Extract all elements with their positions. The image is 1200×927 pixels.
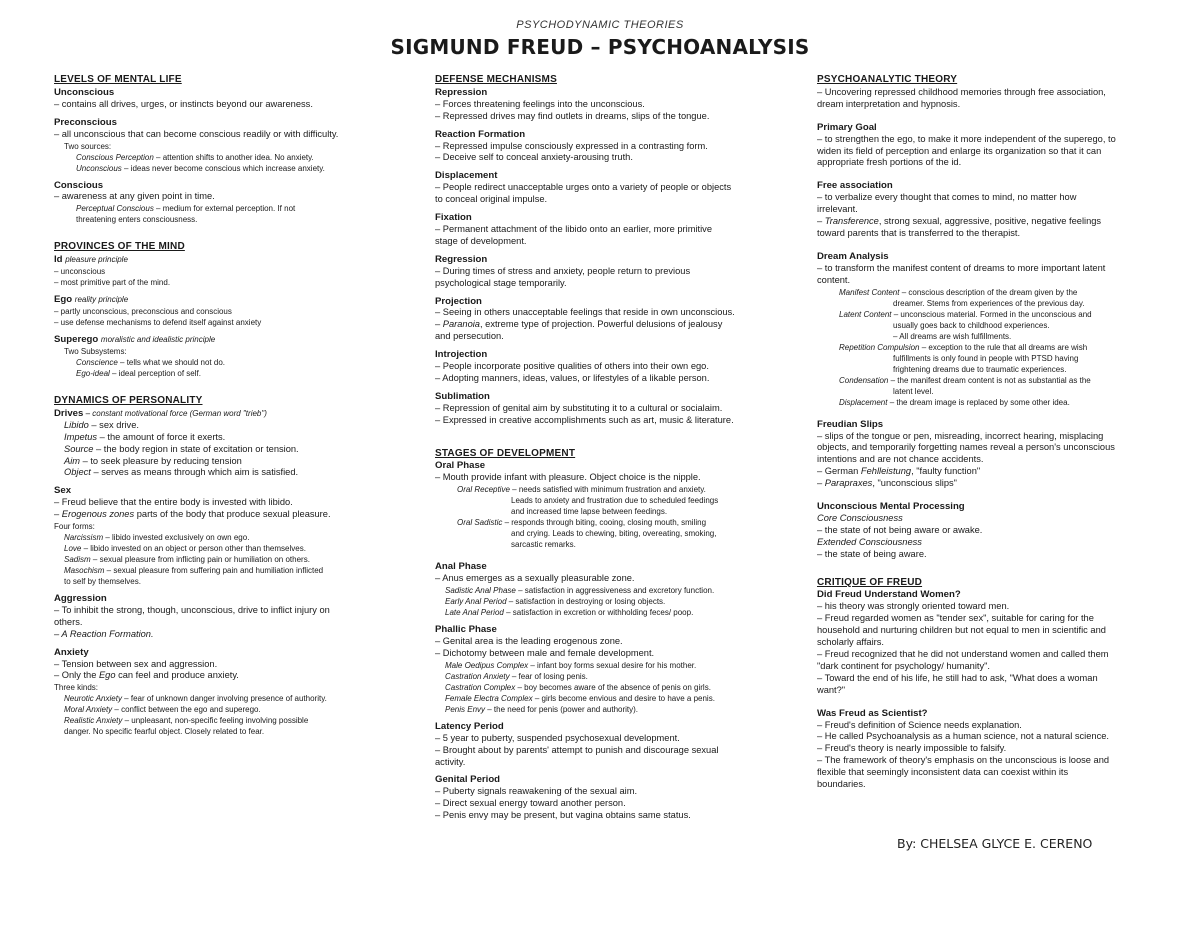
- introjection-line: – Adopting manners, ideas, values, or lifestyles of a likable person.: [435, 372, 710, 383]
- c: , strong sexual, aggressive, positive, negative feelings: [878, 216, 1102, 227]
- critique-line: – Freud regarded women as "tender sex", suitable for caring for the: [817, 613, 1094, 624]
- preconscious-desc: – all unconscious that can become conscious readily or with difficulty.: [54, 128, 339, 139]
- extended-consciousness: Extended Consciousness: [817, 536, 922, 547]
- anal-item: [435, 596, 770, 607]
- goal-line: – to strengthen the ego, to make it more independent of the superego, to: [817, 133, 1116, 144]
- latency-line: – 5 year to puberty, suspended psychosexual development.: [435, 732, 680, 743]
- drive-item: [54, 444, 389, 456]
- term-displacement: Displacement: [435, 170, 498, 182]
- dream-item: [817, 397, 1137, 408]
- term: Paranoia: [442, 319, 480, 330]
- term-freudian-slips: Freudian Slips: [817, 418, 884, 430]
- critique-line: – Freud's definition of Science needs explanation.: [817, 719, 1022, 730]
- b: Fehlleistung: [860, 466, 912, 477]
- free-line: [817, 216, 1137, 228]
- introjection-line: – People incorporate positive qualities of others into their own ego.: [435, 361, 709, 372]
- drive-item: [54, 420, 389, 432]
- desc: – the manifest dream content is not as substantial as the: [888, 375, 1091, 385]
- desc: – sex drive.: [88, 419, 139, 430]
- term: Aim: [64, 455, 81, 466]
- term: Conscience: [76, 357, 118, 367]
- desc: – libido invested exclusively on own ego.: [103, 533, 250, 543]
- section-heading-critique: CRITIQUE OF FREUD: [817, 576, 923, 588]
- extended-line: – the state of being aware.: [817, 548, 927, 559]
- superego-item: [54, 357, 389, 368]
- section-heading-defense: DEFENSE MECHANISMS: [435, 74, 557, 85]
- a: –: [817, 216, 825, 227]
- dream-item-cont: latent level.: [893, 386, 934, 396]
- kinds-label: Three kinds:: [54, 683, 99, 693]
- projection-line: – Paranoia, extreme type of projection. Powerful delusions of jealousy: [435, 319, 723, 330]
- dream-line: content.: [817, 274, 851, 285]
- form-item: [54, 543, 389, 554]
- core-consciousness: Core Consciousness: [817, 512, 903, 523]
- term-regression: Regression: [435, 253, 488, 265]
- term: Source: [64, 443, 94, 454]
- id-line: – unconscious: [54, 267, 106, 277]
- column-left: [54, 74, 389, 737]
- form-item-cont: to self by themselves.: [64, 577, 141, 587]
- term: Female Electra Complex: [445, 693, 533, 703]
- term-free-association: Free association: [817, 180, 893, 192]
- phallic-item: [435, 671, 770, 682]
- column-right: [817, 74, 1137, 791]
- anal-item: [435, 607, 770, 618]
- desc: – tells what we should not do.: [117, 357, 225, 367]
- term: Realistic Anxiety: [64, 716, 123, 726]
- term: Castration Complex: [445, 682, 516, 692]
- anxiety-line: – Tension between sex and aggression.: [54, 658, 218, 669]
- source-item: [54, 163, 389, 174]
- forms-label: Four forms:: [54, 522, 95, 532]
- aggression-line: – A Reaction Formation.: [54, 628, 154, 639]
- term-oral-phase: Oral Phase: [435, 460, 486, 472]
- superego-sub: Two Subsystems:: [64, 346, 127, 356]
- question-scientist: Was Freud as Scientist?: [817, 707, 928, 719]
- projection-line: and persecution.: [435, 331, 504, 342]
- term-superego: [54, 334, 389, 346]
- critique-line: – The framework of theory's emphasis on the unconscious is loose and: [817, 755, 1110, 766]
- conscious-desc: – awareness at any given point in time.: [54, 191, 215, 202]
- term: Libido: [64, 419, 89, 430]
- desc: – ideas never become conscious which increase anxiety.: [121, 163, 325, 173]
- drive-item: [54, 456, 389, 468]
- term: Unconscious: [76, 163, 122, 173]
- desc: – satisfaction in destroying or losing objects.: [506, 597, 666, 607]
- dream-item: [817, 309, 1137, 320]
- term-phallic-phase: Phallic Phase: [435, 624, 497, 636]
- term: Penis Envy: [445, 704, 486, 714]
- form-item: [54, 532, 389, 543]
- goal-line: appropriate fresh portions of the id.: [817, 157, 962, 168]
- dream-item-cont: – All dreams are wish fulfillments.: [893, 331, 1012, 341]
- fixation-line: stage of development.: [435, 235, 527, 246]
- anal-line: – Anus emerges as a sexually pleasurable zone.: [435, 573, 635, 584]
- term-anxiety: Anxiety: [54, 646, 89, 658]
- oral-item: [435, 484, 770, 495]
- term: Love: [64, 544, 82, 554]
- page-supertitle: PSYCHODYNAMIC THEORIES: [516, 19, 684, 31]
- b: Ego: [98, 670, 116, 681]
- kind-item: [54, 704, 389, 715]
- anal-item: [435, 585, 770, 596]
- slips-line: – slips of the tongue or pen, misreading, incorrect hearing, misplacing: [817, 430, 1104, 441]
- c: can feel and produce anxiety.: [115, 670, 239, 681]
- regression-line: psychological stage temporarily.: [435, 277, 567, 288]
- desc: – conscious description of the dream given by the: [899, 287, 1078, 297]
- superego-principle: moralistic and idealistic principle: [100, 335, 216, 345]
- source-item: [54, 152, 389, 163]
- b: Transference: [824, 216, 879, 227]
- dream-item-cont: usually goes back to childhood experiences.: [893, 320, 1050, 330]
- critique-line: – Freud recognized that he did not understand women and called them: [817, 649, 1109, 659]
- term-projection: Projection: [435, 295, 482, 307]
- desc: – infant boy forms sexual desire for his mother.: [528, 660, 697, 670]
- repression-line: – Forces threatening feelings into the unconscious.: [435, 98, 645, 109]
- form-item: [54, 554, 389, 565]
- critique-line: – Toward the end of his life, he still had to ask, "What does a woman: [817, 672, 1098, 683]
- term: Moral Anxiety: [64, 705, 113, 715]
- free-line: toward parents that is transferred to the therapist.: [817, 227, 1021, 238]
- desc: – to seek pleasure by reducing tension: [80, 455, 242, 466]
- term: Ego-ideal: [76, 368, 110, 378]
- term: Neurotic Anxiety: [64, 694, 122, 704]
- repression-line: – Repressed drives may find outlets in dreams, slips of the tongue.: [435, 110, 710, 121]
- critique-line: household and nurturing children but not equal to men in scientific and: [817, 625, 1106, 636]
- dream-item-cont: dreamer. Stems from experiences of the previous day.: [893, 298, 1085, 308]
- unconscious-desc: – contains all drives, urges, or instincts beyond our awareness.: [54, 98, 313, 109]
- desc: – the amount of force it exerts.: [97, 431, 226, 442]
- desc: – the dream image is replaced by some other idea.: [887, 397, 1070, 407]
- desc: – conflict between the ego and superego.: [112, 705, 261, 715]
- dream-item: [817, 375, 1137, 386]
- term-latency-period: Latency Period: [435, 720, 504, 732]
- desc: – the body region in state of excitation or tension.: [93, 443, 299, 454]
- phallic-item: [435, 660, 770, 671]
- regression-line: – During times of stress and anxiety, people return to previous: [435, 265, 691, 276]
- form-item: [54, 565, 389, 576]
- c: , "faulty function": [911, 466, 981, 477]
- genital-line: – Penis envy may be present, but vagina obtains same status.: [435, 810, 691, 821]
- projection-line: – Seeing in others unacceptable feelings that reside in own unconscious.: [435, 307, 735, 318]
- dream-line: – to transform the manifest content of dreams to more important latent: [817, 262, 1106, 273]
- critique-line: – He called Psychoanalysis as a human science, not a natural science.: [817, 731, 1109, 742]
- oral-item-cont: and increased time lapse between feedings.: [511, 507, 668, 517]
- b: Parapraxes: [824, 478, 873, 489]
- ego-line: – use defense mechanisms to defend itself against anxiety: [54, 318, 262, 328]
- drives-title: Drives: [54, 407, 84, 419]
- dream-item: [817, 342, 1137, 353]
- critique-line: scholarly affairs.: [817, 637, 884, 648]
- section-heading-theory: PSYCHOANALYTIC THEORY: [817, 74, 958, 85]
- section-heading-stages: STAGES OF DEVELOPMENT: [435, 447, 576, 459]
- term-aggression: Aggression: [54, 593, 107, 605]
- desc: – satisfaction in excretion or withholding feces/ poop.: [503, 608, 694, 618]
- kind-item-cont: danger. No specific fearful object. Closely related to fear.: [64, 727, 265, 737]
- critique-line: flexible that seemingly inconsistent data can coexist within its: [817, 767, 1069, 778]
- desc: – fear of losing penis.: [509, 671, 588, 681]
- ego-line: – partly unconscious, preconscious and conscious: [54, 307, 232, 317]
- author-byline: By: CHELSEA GLYCE E. CERENO: [897, 836, 1093, 851]
- sources-label: Two sources:: [64, 141, 112, 151]
- latency-line: activity.: [435, 756, 466, 767]
- desc: – responds through biting, cooing, closing mouth, smiling: [502, 518, 707, 528]
- term: Perceptual Conscious: [76, 204, 154, 214]
- sex-line: – Freud believe that the entire body is invested with libido.: [54, 497, 293, 508]
- phallic-item: [435, 682, 770, 693]
- term-primary-goal: Primary Goal: [817, 121, 877, 133]
- desc: parts of the body that produce sexual pleasure.: [134, 509, 331, 520]
- slips-line: intentions and are not chance accidents.: [817, 454, 984, 465]
- a: –: [817, 478, 825, 489]
- term: Sadistic Anal Phase: [445, 586, 516, 596]
- term-id: [54, 254, 389, 266]
- term: Oral Sadistic: [457, 518, 503, 528]
- term-reaction-formation: Reaction Formation: [435, 128, 526, 140]
- term: Narcissism: [64, 533, 104, 543]
- fixation-line: – Permanent attachment of the libido onto an earlier, more primitive: [435, 223, 712, 234]
- term-dream-analysis: Dream Analysis: [817, 250, 889, 262]
- term: Erogenous zones: [61, 509, 135, 520]
- drives-desc: – constant motivational force (German word "trieb"): [83, 408, 267, 418]
- c: , "unconscious slips": [872, 478, 957, 489]
- term-preconscious: Preconscious: [54, 116, 117, 128]
- goal-line: widen its field of perception and enlarge its organization so that it can: [817, 145, 1102, 156]
- critique-line: "dark continent for psychology/ humanity".: [817, 660, 991, 671]
- genital-line: – Direct sexual energy toward another person.: [435, 798, 626, 809]
- phallic-item: [435, 693, 770, 704]
- term: Early Anal Period: [445, 597, 507, 607]
- oral-item-cont: and crying. Leads to chewing, biting, overeating, smoking,: [511, 529, 717, 539]
- kind-item: [54, 693, 389, 704]
- dream-item-cont: fulfillments is only found in people with PTSD having: [893, 353, 1079, 363]
- id-title: Id: [54, 254, 63, 266]
- term-sublimation: Sublimation: [435, 390, 490, 402]
- term-unconscious-processing: Unconscious Mental Processing: [817, 501, 965, 513]
- desc: – unpleasant, non-specific feeling involving possible: [122, 716, 309, 726]
- term: Late Anal Period: [445, 608, 504, 618]
- free-line: irrelevant.: [817, 204, 858, 215]
- term: Impetus: [64, 431, 98, 442]
- anxiety-line: [54, 670, 389, 682]
- drive-item: [54, 432, 389, 444]
- genital-line: – Puberty signals reawakening of the sexual aim.: [435, 786, 638, 797]
- kind-item: [54, 715, 389, 726]
- desc: – sexual pleasure from inflicting pain or humiliation on others.: [90, 555, 310, 565]
- desc: – unconscious material. Formed in the unconscious and: [891, 309, 1092, 319]
- term: Displacement: [839, 397, 888, 407]
- term: Latent Content: [839, 309, 892, 319]
- oral-item: [435, 517, 770, 528]
- theory-line: – Uncovering repressed childhood memories through free association,: [817, 86, 1106, 97]
- page-title: SIGMUND FREUD – PSYCHOANALYSIS: [390, 35, 810, 59]
- phallic-line: – Dichotomy between male and female development.: [435, 647, 655, 658]
- theory-line: dream interpretation and hypnosis.: [817, 98, 961, 109]
- desc: – needs satisfied with minimum frustration and anxiety.: [509, 485, 706, 495]
- desc: – the need for penis (power and authority).: [485, 704, 639, 714]
- perceptual-item-cont: threatening enters consciousness.: [76, 215, 198, 225]
- term-repression: Repression: [435, 86, 488, 98]
- term: Object: [64, 467, 91, 478]
- perceptual-item: [54, 203, 389, 214]
- id-principle: pleasure principle: [65, 255, 128, 265]
- critique-line: boundaries.: [817, 779, 866, 790]
- critique-line: want?": [817, 684, 846, 695]
- term: Castration Anxiety: [445, 671, 510, 681]
- superego-item: [54, 368, 389, 379]
- desc: – ideal perception of self.: [109, 368, 201, 378]
- displacement-line: to conceal original impulse.: [435, 194, 548, 205]
- desc: – exception to the rule that all dreams are wish: [919, 342, 1088, 352]
- term-drives: [54, 408, 389, 420]
- term-anal-phase: Anal Phase: [435, 561, 487, 573]
- reaction-line: – Deceive self to conceal anxiety-arousing truth.: [435, 152, 633, 163]
- desc: – serves as means through which aim is satisfied.: [90, 467, 299, 478]
- critique-line: – his theory was strongly oriented toward men.: [817, 601, 1010, 612]
- a: – German: [817, 466, 861, 477]
- reaction-line: – Repressed impulse consciously expressed in a contrasting form.: [435, 140, 708, 151]
- question-women: Did Freud Understand Women?: [817, 589, 961, 601]
- section-heading-levels: LEVELS OF MENTAL LIFE: [54, 74, 182, 85]
- phallic-line: – Genital area is the leading erogenous zone.: [435, 636, 623, 646]
- desc: – satisfaction in aggressiveness and excretory function.: [515, 586, 715, 596]
- desc: – sexual pleasure from suffering pain and humiliation inflicted: [104, 566, 324, 576]
- term-ego: [54, 294, 389, 306]
- term-introjection: Introjection: [435, 349, 488, 361]
- core-line: – the state of not being aware or awake.: [817, 524, 983, 535]
- column-middle: [435, 74, 770, 822]
- term: Repetition Compulsion: [839, 342, 920, 352]
- oral-item-cont: Leads to anxiety and frustration due to scheduled feedings: [511, 496, 719, 506]
- superego-title: Superego: [54, 334, 99, 346]
- desc: , extreme type of projection. Powerful delusions of jealousy: [479, 319, 723, 330]
- drive-item: [54, 467, 389, 479]
- term-genital-period: Genital Period: [435, 774, 501, 786]
- term: Manifest Content: [839, 287, 900, 297]
- desc: – libido invested on an object or person other than themselves.: [81, 544, 306, 554]
- ego-principle: reality principle: [74, 295, 129, 305]
- term: Conscious Perception: [76, 152, 154, 162]
- slips-line: objects, and temporarily forgetting names reveal a person's unconscious: [817, 442, 1115, 453]
- desc: – boy becomes aware of the absence of penis on girls.: [515, 682, 711, 692]
- term: Condensation: [839, 375, 889, 385]
- free-line: – to verbalize every thought that comes to mind, no matter how: [817, 192, 1077, 203]
- sublimation-line: – Repression of genital aim by substituting it to a cultural or socialaim.: [435, 402, 723, 413]
- aggression-line: others.: [54, 616, 83, 627]
- desc: – girls become envious and desire to have a penis.: [532, 693, 715, 703]
- sex-line: – Erogenous zones parts of the body that produce sexual pleasure.: [54, 509, 331, 520]
- section-heading-dynamics: DYNAMICS OF PERSONALITY: [54, 394, 203, 406]
- aggression-line: – To inhibit the strong, though, unconscious, drive to inflict injury on: [54, 604, 330, 615]
- term-conscious: Conscious: [54, 179, 104, 191]
- term-sex: Sex: [54, 485, 72, 497]
- dream-item-cont: frightening dreams due to traumatic experiences.: [893, 364, 1067, 374]
- displacement-line: – People redirect unacceptable urges onto a variety of people or objects: [435, 182, 732, 193]
- oral-line: – Mouth provide infant with pleasure. Object choice is the nipple.: [435, 472, 701, 483]
- slips-line: [817, 478, 1137, 490]
- a: – Only the: [54, 670, 99, 681]
- critique-line: – Freud's theory is nearly impossible to falsify.: [817, 743, 1007, 754]
- desc: – fear of unknown danger involving presence of authority.: [121, 694, 327, 704]
- slips-line: [817, 466, 1137, 478]
- term-fixation: Fixation: [435, 212, 472, 224]
- term: Masochism: [64, 566, 105, 576]
- term: Male Oedipus Complex: [445, 660, 529, 670]
- term: Oral Receptive: [457, 485, 510, 495]
- sublimation-line: – Expressed in creative accomplishments such as art, music & literature.: [435, 414, 734, 425]
- term-unconscious: Unconscious: [54, 86, 115, 98]
- dream-item: [817, 287, 1137, 298]
- desc: – attention shifts to another idea. No anxiety.: [153, 152, 314, 162]
- term: Sadism: [64, 555, 91, 565]
- ego-title: Ego: [54, 294, 73, 306]
- section-heading-provinces: PROVINCES OF THE MIND: [54, 241, 185, 253]
- latency-line: – Brought about by parents' attempt to punish and discourage sexual: [435, 744, 719, 755]
- id-line: – most primitive part of the mind.: [54, 278, 171, 288]
- oral-item-cont: sarcastic remarks.: [511, 540, 576, 550]
- phallic-item: [435, 704, 770, 715]
- desc: – medium for external perception. If not: [153, 204, 296, 214]
